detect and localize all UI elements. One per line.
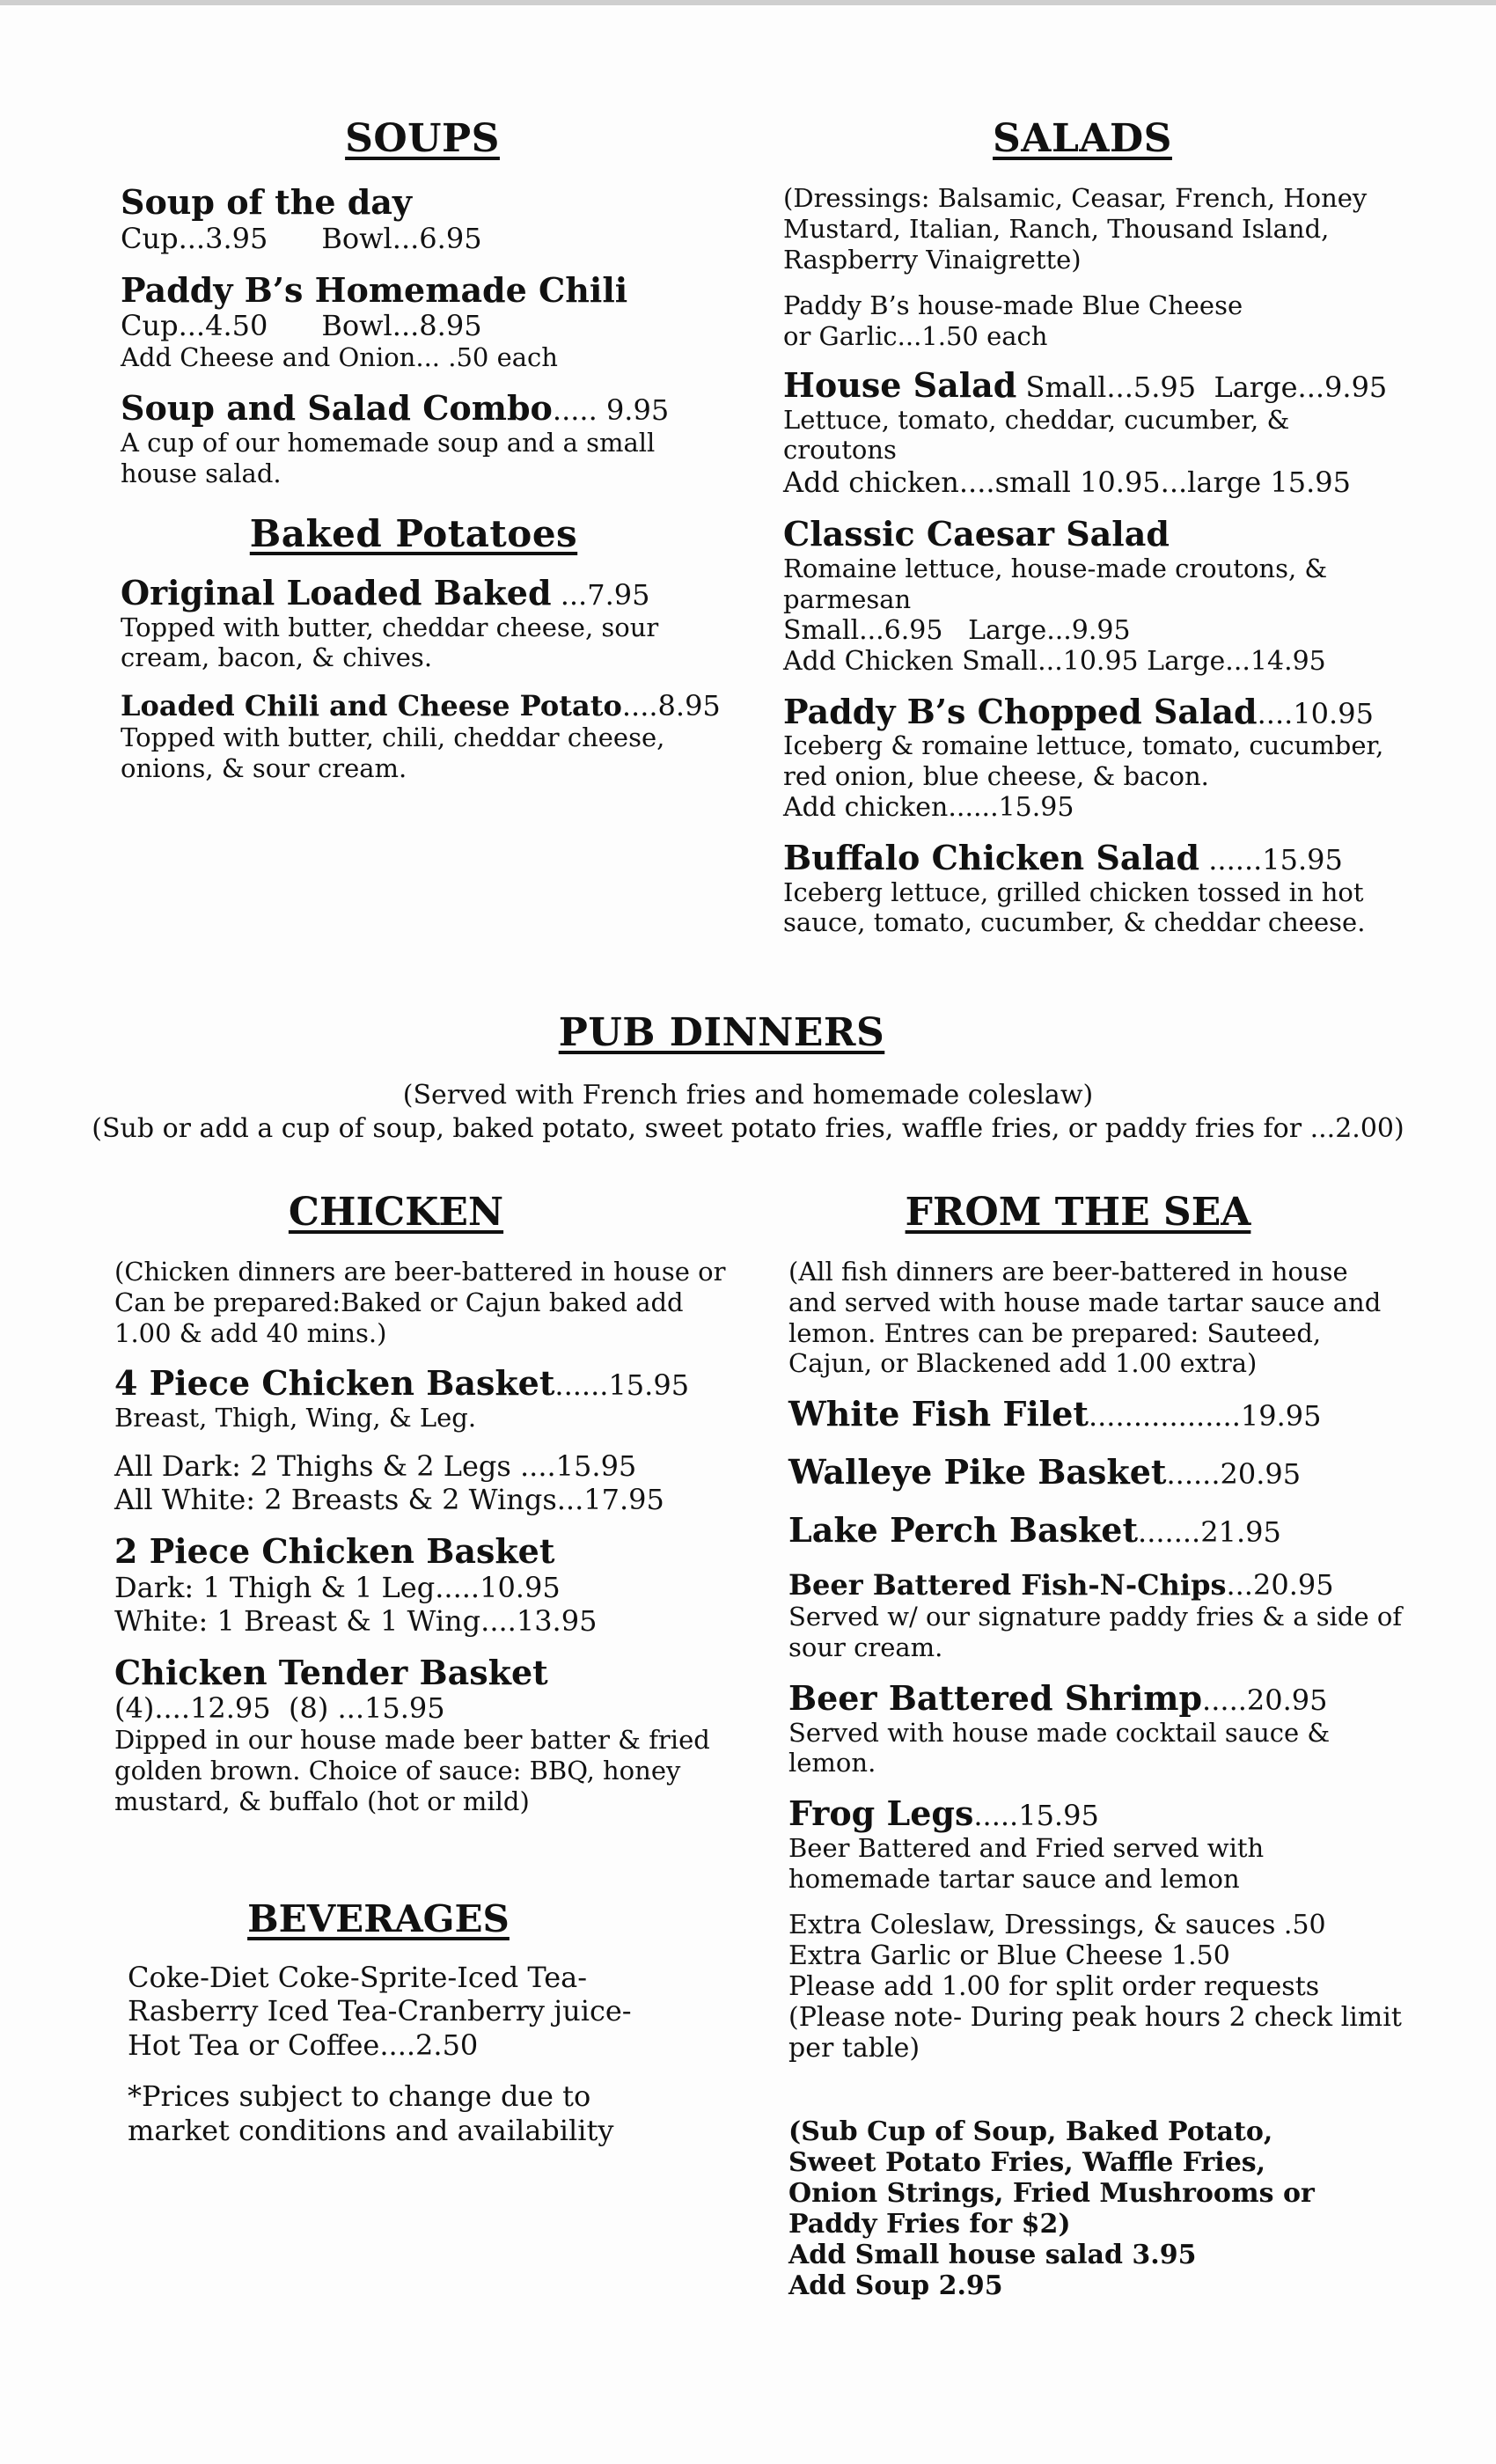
item-description: Beer Battered and Fried served with homemade tartar sauce and lemon [788, 1832, 1265, 1894]
item-name: Buffalo Chicken Salad [783, 837, 1200, 877]
menu-item [121, 689, 754, 784]
sea-intro: (All fish dinners are beer-battered in house and served with house made tartar sauce and lemon. Entres can be prepared: Sauteed, Cajun, or Blackened add 1.00 extra) [788, 1257, 1382, 1379]
menu-item [788, 1511, 1404, 1550]
item-name: Loaded Chili and Cheese Potato [121, 689, 622, 723]
item-name: Lake Perch Basket [788, 1509, 1139, 1550]
item-name: Soup and Salad Combo [121, 388, 553, 429]
served-with-note: (Served with French fries and homemade coleslaw) [402, 1080, 1094, 1111]
item-name: Soup of the day [121, 182, 412, 222]
sub-line: (Sub Cup of Soup, Baked Potato, Sweet Potato Fries, Waffle Fries, Onion Strings, Fried Mushrooms or Paddy Fries for $2) [788, 2116, 1315, 2240]
item-name: Beer Battered Fish-N-Chips [788, 1568, 1227, 1602]
item-price: .......21.95 [1138, 1514, 1281, 1549]
beverages-title: BEVERAGES [247, 1897, 510, 1940]
beverage-list: Coke-Diet Coke-Sprite-Iced Tea-Rasberry Iced Tea-Cranberry juice-Hot Tea or Coffee....2.50 [128, 1961, 632, 2062]
item-description: Iceberg & romaine lettuce, tomato, cucumber, red onion, blue cheese, & bacon. [783, 730, 1384, 792]
extras-line: Please add 1.00 for split order requests [788, 1971, 1320, 2003]
extras-note [788, 1910, 1404, 2064]
item-prices: Cup...3.95 Bowl...6.95 [121, 221, 482, 255]
from-the-sea-title: FROM THE SEA [905, 1190, 1251, 1235]
item-description: Lettuce, tomato, cheddar, cucumber, & croutons [783, 404, 1290, 466]
add-line: Add Soup 2.95 [788, 2270, 1003, 2302]
beverages-column [128, 1961, 673, 2147]
item-name: Chicken Tender Basket [114, 1652, 548, 1692]
item-addon: Add chicken......15.95 [783, 791, 1074, 823]
add-line: Add Small house salad 3.95 [788, 2240, 1197, 2271]
menu-item [788, 1679, 1404, 1778]
top-border [0, 0, 1496, 5]
menu-item [788, 1794, 1404, 1894]
item-addon: Add chicken....small 10.95...large 15.95 [783, 466, 1351, 500]
item-price: .................19.95 [1088, 1399, 1322, 1434]
extras-line: (Please note- During peak hours 2 check limit per table) [788, 2002, 1402, 2064]
salads-column [783, 183, 1399, 954]
item-name: Classic Caesar Salad [783, 514, 1170, 554]
menu-item [114, 1532, 757, 1638]
item-price: .....15.95 [973, 1799, 1099, 1833]
item-description: Breast, Thigh, Wing, & Leg. [114, 1403, 477, 1434]
item-name: Beer Battered Shrimp [788, 1677, 1203, 1718]
substitution-note [788, 2116, 1334, 2301]
item-price: ......15.95 [1199, 842, 1343, 876]
item-addon: Add Chicken Small...10.95 Large...14.95 [783, 645, 1326, 677]
extras-line: Extra Garlic or Blue Cheese 1.50 [788, 1940, 1230, 1972]
menu-item [788, 1568, 1404, 1663]
menu-item [114, 1449, 757, 1516]
sea-column [788, 1257, 1404, 2301]
item-price: ...7.95 [551, 578, 650, 612]
item-price: ..... 9.95 [552, 393, 670, 428]
item-description: A cup of our homemade soup and a small house salad. [121, 427, 656, 488]
dressings-list: (Dressings: Balsamic, Ceasar, French, Honey Mustard, Italian, Ranch, Thousand Island, Raspberry Vinaigrette) [783, 183, 1368, 275]
item-price: ...20.95 [1226, 1568, 1334, 1602]
item-description: Dipped in our house made beer batter & fried golden brown. Choice of sauce: BBQ, honey mustard, & buffalo (hot or mild) [114, 1725, 710, 1816]
salads-title: SALADS [993, 116, 1172, 161]
item-prices: (4)....12.95 (8) ...15.95 [114, 1691, 445, 1726]
item-name: House Salad [783, 364, 1017, 405]
pub-dinners-note [53, 1079, 1443, 1145]
menu-item [121, 271, 737, 373]
item-option: All White: 2 Breasts & 2 Wings...17.95 [114, 1482, 664, 1516]
soups-column [121, 183, 737, 504]
item-option: All Dark: 2 Thighs & 2 Legs ....15.95 [114, 1448, 637, 1483]
menu-item [114, 1364, 757, 1433]
item-option: White: 1 Breast & 1 Wing....13.95 [114, 1603, 598, 1638]
menu-item [788, 1453, 1404, 1492]
menu-item [121, 389, 737, 488]
extras-line: Extra Coleslaw, Dressings, & sauces .50 [788, 1910, 1326, 1941]
soups-title: SOUPS [345, 116, 500, 161]
menu-item [783, 693, 1399, 823]
item-name: Frog Legs [788, 1793, 974, 1834]
item-price: .....20.95 [1202, 1683, 1328, 1717]
item-option: Dark: 1 Thigh & 1 Leg.....10.95 [114, 1570, 561, 1604]
menu-item [783, 366, 1399, 499]
item-description: Served with house made cocktail sauce & lemon. [788, 1717, 1331, 1778]
item-prices: Cup...4.50 Bowl...8.95 [121, 309, 482, 343]
item-name: Original Loaded Baked [121, 573, 552, 612]
item-addon: Add Cheese and Onion... .50 each [121, 342, 558, 373]
price-disclaimer: *Prices subject to change due to market conditions and availability [128, 2079, 614, 2147]
item-price: Small...5.95 Large...9.95 [1016, 370, 1388, 404]
menu-item [114, 1654, 757, 1817]
item-name: Paddy B’s Homemade Chili [121, 269, 628, 310]
menu-item [121, 183, 737, 255]
chicken-title: CHICKEN [288, 1190, 504, 1235]
item-price: ......15.95 [554, 1368, 690, 1403]
item-description: Iceberg lettuce, grilled chicken tossed in hot sauce, tomato, cucumber, & cheddar cheese. [783, 876, 1366, 938]
item-name: Walleye Pike Basket [788, 1451, 1167, 1492]
menu-item [121, 574, 754, 673]
item-name: Paddy B’s Chopped Salad [783, 691, 1258, 731]
item-description: Topped with butter, chili, cheddar cheese, onions, & sour cream. [121, 722, 665, 784]
item-price: ....10.95 [1257, 696, 1374, 730]
item-name: White Fish Filet [788, 1394, 1089, 1434]
sub-or-add-note: (Sub or add a cup of soup, baked potato, sweet potato fries, waffle fries, or paddy fries for ...2.00) [92, 1112, 1404, 1144]
item-name: 2 Piece Chicken Basket [114, 1530, 555, 1571]
chicken-intro: (Chicken dinners are beer-battered in house or Can be prepared:Baked or Cajun baked add 1.00 & add 40 mins.) [114, 1257, 726, 1348]
menu-item [783, 515, 1399, 676]
item-price: ......20.95 [1166, 1456, 1302, 1491]
potatoes-column [121, 574, 754, 800]
menu-item [783, 839, 1399, 938]
item-prices: Small...6.95 Large...9.95 [783, 614, 1131, 646]
pub-dinners-title: PUB DINNERS [558, 1010, 885, 1055]
item-name: 4 Piece Chicken Basket [114, 1363, 555, 1404]
baked-potatoes-title: Baked Potatoes [249, 512, 578, 555]
housemade-dressings: Paddy B’s house-made Blue Cheese or Garlic...1.50 each [783, 290, 1243, 352]
chicken-column [114, 1257, 757, 1833]
menu-item [788, 1395, 1404, 1434]
item-description: Served w/ our signature paddy fries & a side of sour cream. [788, 1602, 1403, 1663]
item-description: Romaine lettuce, house-made croutons, & parmesan [783, 553, 1328, 614]
item-description: Topped with butter, cheddar cheese, sour cream, bacon, & chives. [121, 612, 659, 673]
item-price: ....8.95 [621, 689, 721, 723]
